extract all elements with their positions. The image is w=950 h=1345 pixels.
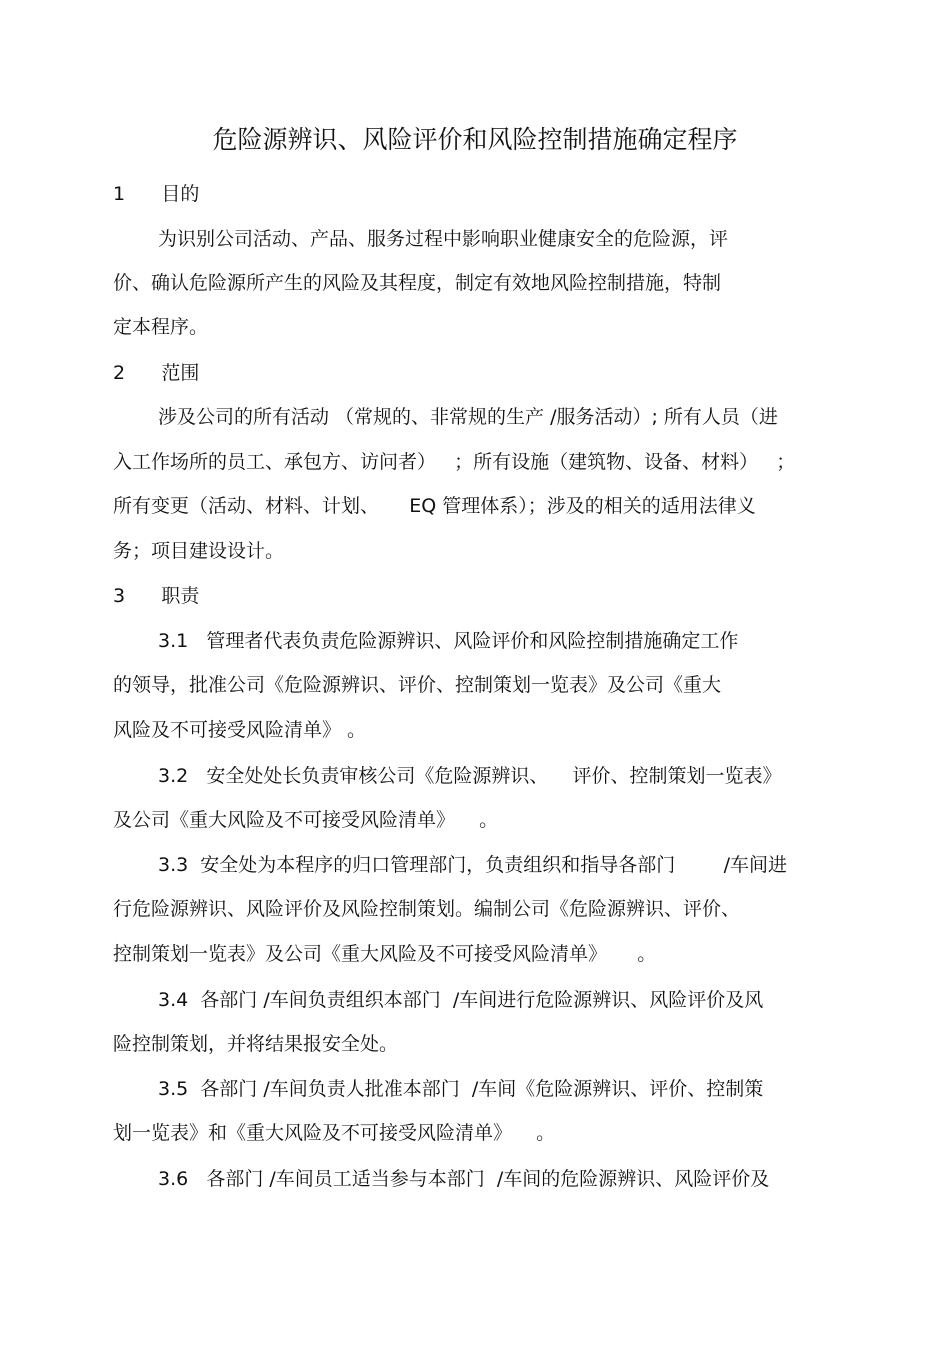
paragraph-line: 行危险源辨识、风险评价及风险控制策划。编制公司《危险源辨识、评价、 <box>113 898 741 920</box>
clause-3-5-line: 3.5 各部门 /车间负责人批准本部门 /车间《危险源辨识、评价、控制策 <box>158 1078 764 1100</box>
section-heading-scope: 2 范围 <box>113 362 200 384</box>
paragraph-line: 价、确认危险源所产生的风险及其程度，制定有效地风险控制措施，特制 <box>113 272 722 294</box>
paragraph-line: 入工作场所的员工、承包方、访问者） ；所有设施（建筑物、设备、材料） ； <box>113 451 796 473</box>
document-title: 危险源辨识、风险评价和风险控制措施确定程序 <box>212 125 738 154</box>
paragraph-line: 务；项目建设设计。 <box>113 540 285 562</box>
clause-3-4-line: 3.4 各部门 /车间负责组织本部门 /车间进行危险源辨识、风险评价及风 <box>158 989 764 1011</box>
paragraph-line: 为识别公司活动、产品、服务过程中影响职业健康安全的危险源，评 <box>158 228 729 250</box>
section-heading-responsibilities: 3 职责 <box>113 585 200 607</box>
clause-3-6-line: 3.6 各部门 /车间员工适当参与本部门 /车间的危险源辨识、风险评价及 <box>158 1168 770 1190</box>
clause-3-1-line: 3.1 管理者代表负责危险源辨识、风险评价和风险控制措施确定工作 <box>158 630 739 652</box>
paragraph-line: 所有变更（活动、材料、计划、 EQ 管理体系）；涉及的相关的适用法律义 <box>113 495 756 517</box>
clause-3-2-line: 3.2 安全处处长负责审核公司《危险源辨识、 评价、控制策划一览表》 <box>158 765 782 787</box>
paragraph-line: 定本程序。 <box>113 316 209 338</box>
paragraph-line: 控制策划一览表》及公司《重大风险及不可接受风险清单》 。 <box>113 943 657 965</box>
paragraph-line: 险控制策划，并将结果报安全处。 <box>113 1033 399 1055</box>
section-heading-purpose: 1 目的 <box>113 183 200 205</box>
clause-3-3-line: 3.3 安全处为本程序的归口管理部门，负责组织和指导各部门 /车间进 <box>158 854 788 876</box>
paragraph-line: 涉及公司的所有活动 （常规的、非常规的生产 /服务活动）; 所有人员（进 <box>158 406 778 428</box>
paragraph-line: 的领导，批准公司《危险源辨识、评价、控制策划一览表》及公司《重大 <box>113 674 722 696</box>
paragraph-line: 及公司《重大风险及不可接受风险清单》 。 <box>113 809 499 831</box>
paragraph-line: 划一览表》和《重大风险及不可接受风险清单》 。 <box>113 1122 556 1144</box>
paragraph-line: 风险及不可接受风险清单》 。 <box>113 719 367 741</box>
